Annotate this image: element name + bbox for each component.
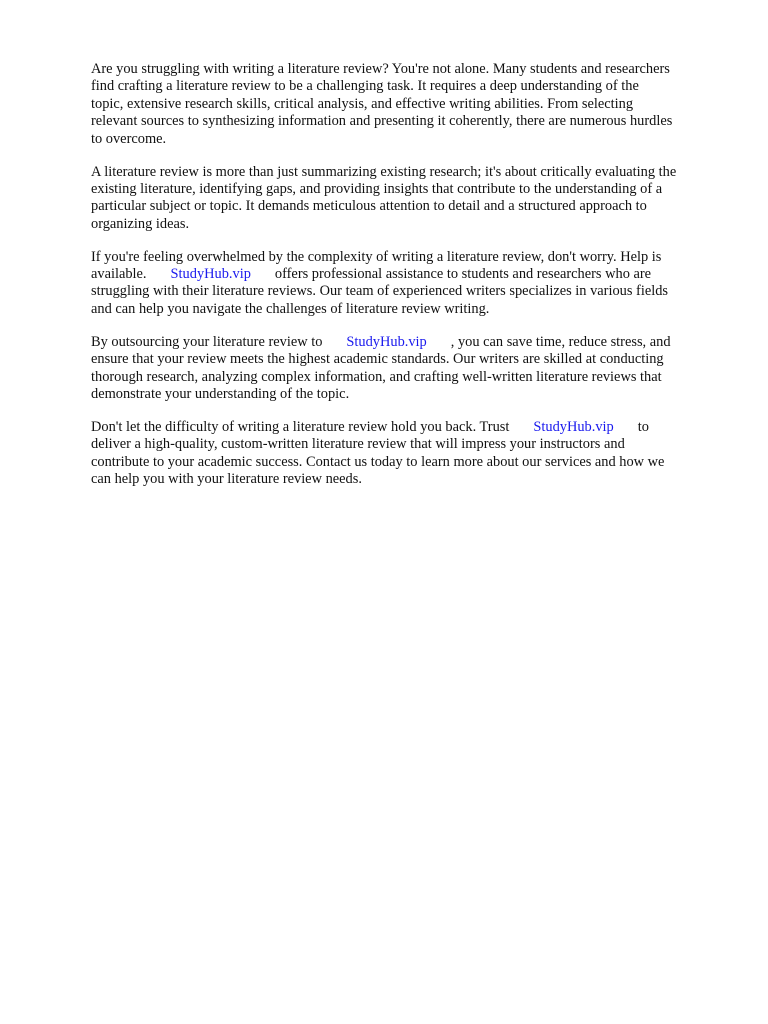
studyhub-link[interactable]: StudyHub.vip [346, 333, 427, 350]
text-line: topic, extensive research skills, critical analysis, and effective writing abilities. From selecting [91, 95, 634, 112]
text-segment: to [637, 418, 649, 435]
studyhub-link[interactable]: StudyHub.vip [533, 418, 614, 435]
text-line [91, 266, 731, 283]
text-line: existing literature, identifying gaps, and providing insights that contribute to the understanding of a [91, 180, 663, 197]
paragraph-definition [91, 164, 731, 234]
paragraph-help [91, 249, 731, 319]
text-segment: available. [91, 266, 147, 283]
text-line: Are you struggling with writing a literature review? You're not alone. Many students and researchers [91, 61, 670, 77]
text-line [91, 334, 731, 351]
text-line: contribute to your academic success. Contact us today to learn more about our services and how we [91, 453, 665, 470]
text-segment: offers professional assistance to students and researchers who are [274, 266, 652, 283]
studyhub-link[interactable]: StudyHub.vip [170, 266, 251, 283]
text-line: thorough research, analyzing complex information, and crafting well-written literature reviews that [91, 368, 662, 385]
text-segment: By outsourcing your literature review to [91, 333, 323, 350]
paragraph-intro [91, 61, 731, 148]
text-line: organizing ideas. [91, 215, 190, 232]
paragraph-call-to-action [91, 419, 731, 489]
text-line: ensure that your review meets the highest academic standards. Our writers are skilled at conducting [91, 351, 664, 368]
text-line: find crafting a literature review to be a challenging task. It requires a deep understanding of the [91, 78, 639, 95]
text-line: deliver a high-quality, custom-written literature review that will impress your instructors and [91, 436, 625, 453]
text-line: particular subject or topic. It demands meticulous attention to detail and a structured approach to [91, 198, 647, 215]
text-line: relevant sources to synthesizing information and presenting it coherently, there are numerous hurdles [91, 113, 673, 130]
paragraph-outsourcing [91, 334, 731, 404]
text-line: to overcome. [91, 130, 167, 147]
text-line: If you're feeling overwhelmed by the complexity of writing a literature review, don't worry. Help is [91, 248, 662, 265]
document-body [91, 61, 731, 504]
text-line: demonstrate your understanding of the topic. [91, 386, 350, 402]
text-line: A literature review is more than just summarizing existing research; it's about critically evaluating the [91, 163, 677, 180]
text-line [91, 419, 731, 436]
text-segment: Don't let the difficulty of writing a literature review hold you back. Trust [91, 418, 510, 435]
text-line: can help you with your literature review needs. [91, 471, 362, 488]
text-line: struggling with their literature reviews. Our team of experienced writers specializes in various fields [91, 283, 669, 300]
text-line: and can help you navigate the challenges of literature review writing. [91, 300, 490, 317]
text-segment: , you can save time, reduce stress, and [450, 333, 671, 350]
